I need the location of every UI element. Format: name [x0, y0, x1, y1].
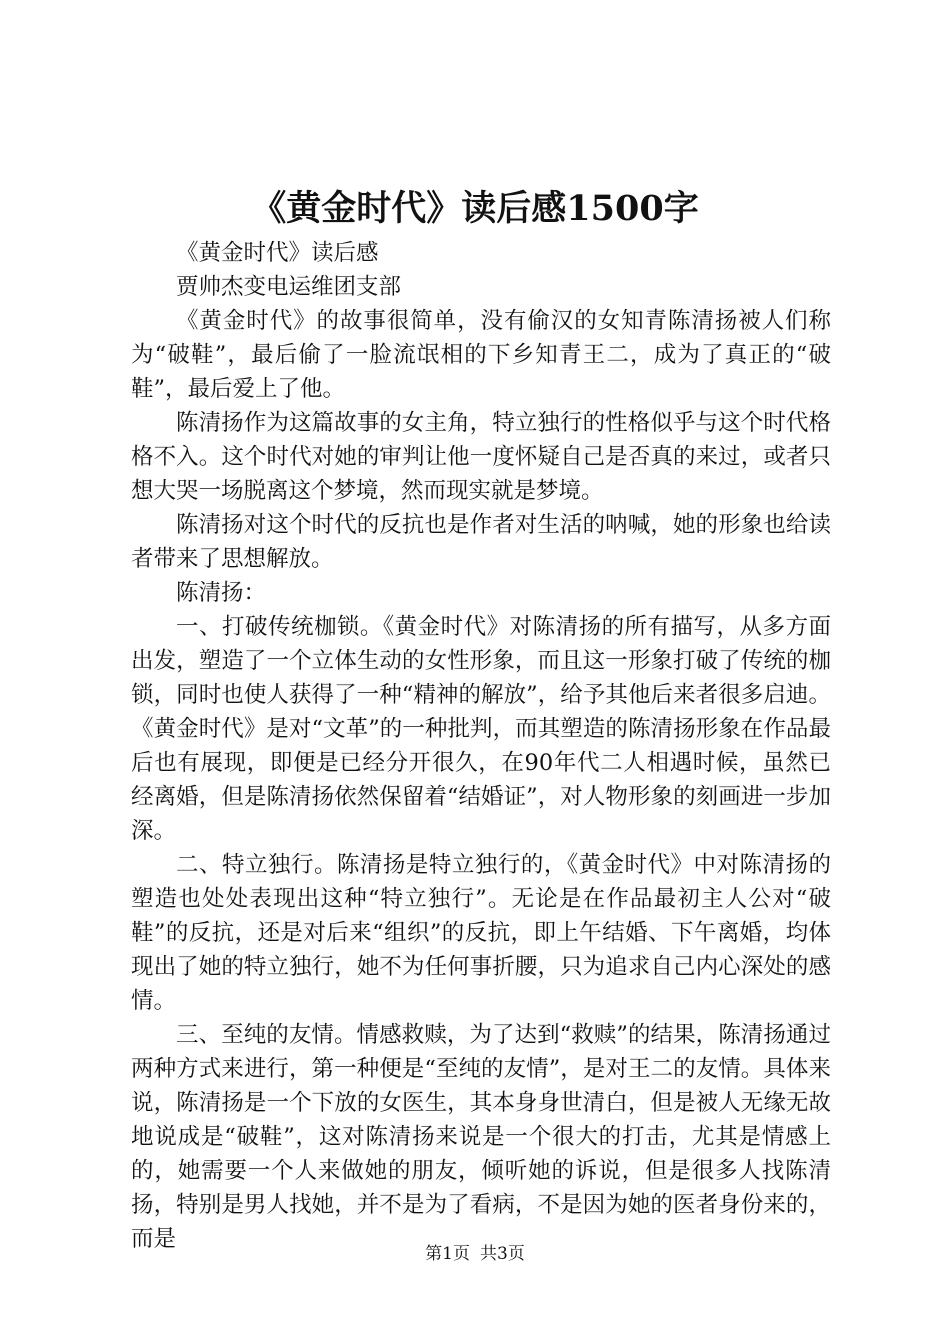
paragraph: 二、特立独行。陈清扬是特立独行的，《黄金时代》中对陈清扬的塑造也处处表现出这种“特立独行”。无论是在作品最初主人公对“破鞋”的反抗，还是对后来“组织”的反抗，即上午结婚、下午离婚，均体现出了她的特立独行，她不为任何事折腰，只为追求自己内心深处的感情。: [131, 852, 831, 1014]
document-body: [131, 236, 831, 1256]
paragraph-heading: 《黄金时代》读后感: [176, 240, 379, 266]
paragraph: 三、至纯的友情。情感救赎，为了达到“救赎”的结果，陈清扬通过两种方式来进行，第一种便是“至纯的友情”，是对王二的友情。具体来说，陈清扬是一个下放的女医生，其本身身世清白，但是被人无缘无故地说成是“破鞋”，这对陈清扬来说是一个很大的打击，尤其是情感上的，她需要一个人来做她的朋友，倾听她的诉说，但是很多人找陈清扬，特别是男人找她，并不是为了看病，不是因为她的医者身份来的，而是: [131, 1022, 831, 1252]
paragraph-author: 贾帅杰变电运维团支部: [176, 274, 402, 300]
paragraph: 《黄金时代》的故事很简单，没有偷汉的女知青陈清扬被人们称为“破鞋”，最后偷了一脸流氓相的下乡知青王二，成为了真正的“破鞋”，最后爱上了他。: [131, 308, 831, 402]
paragraph: 陈清扬对这个时代的反抗也是作者对生活的呐喊，她的形象也给读者带来了思想解放。: [131, 512, 831, 572]
paragraph: 陈清扬作为这篇故事的女主角，特立独行的性格似乎与这个时代格格不入。这个时代对她的审判让他一度怀疑自己是否真的来过，或者只想大哭一场脱离这个梦境，然而现实就是梦境。: [131, 410, 831, 504]
page-total: 共3页: [480, 1244, 525, 1264]
page-number: 第1页: [425, 1244, 470, 1264]
paragraph: 一、打破传统枷锁。《黄金时代》对陈清扬的所有描写，从多方面出发，塑造了一个立体生动的女性形象，而且这一形象打破了传统的枷锁，同时也使人获得了一种“精神的解放”，给予其他后来者很多启迪。《黄金时代》是对“文革”的一种批判，而其塑造的陈清扬形象在作品最后也有展现，即便是已经分开很久，在90年代二人相遇时候，虽然已经离婚，但是陈清扬依然保留着“结婚证”，对人物形象的刻画进一步加深。: [131, 614, 831, 844]
paragraph-label: 陈清扬：: [176, 580, 267, 606]
document-title: 《黄金时代》读后感1500字: [251, 188, 699, 229]
page-footer: [0, 1243, 950, 1265]
